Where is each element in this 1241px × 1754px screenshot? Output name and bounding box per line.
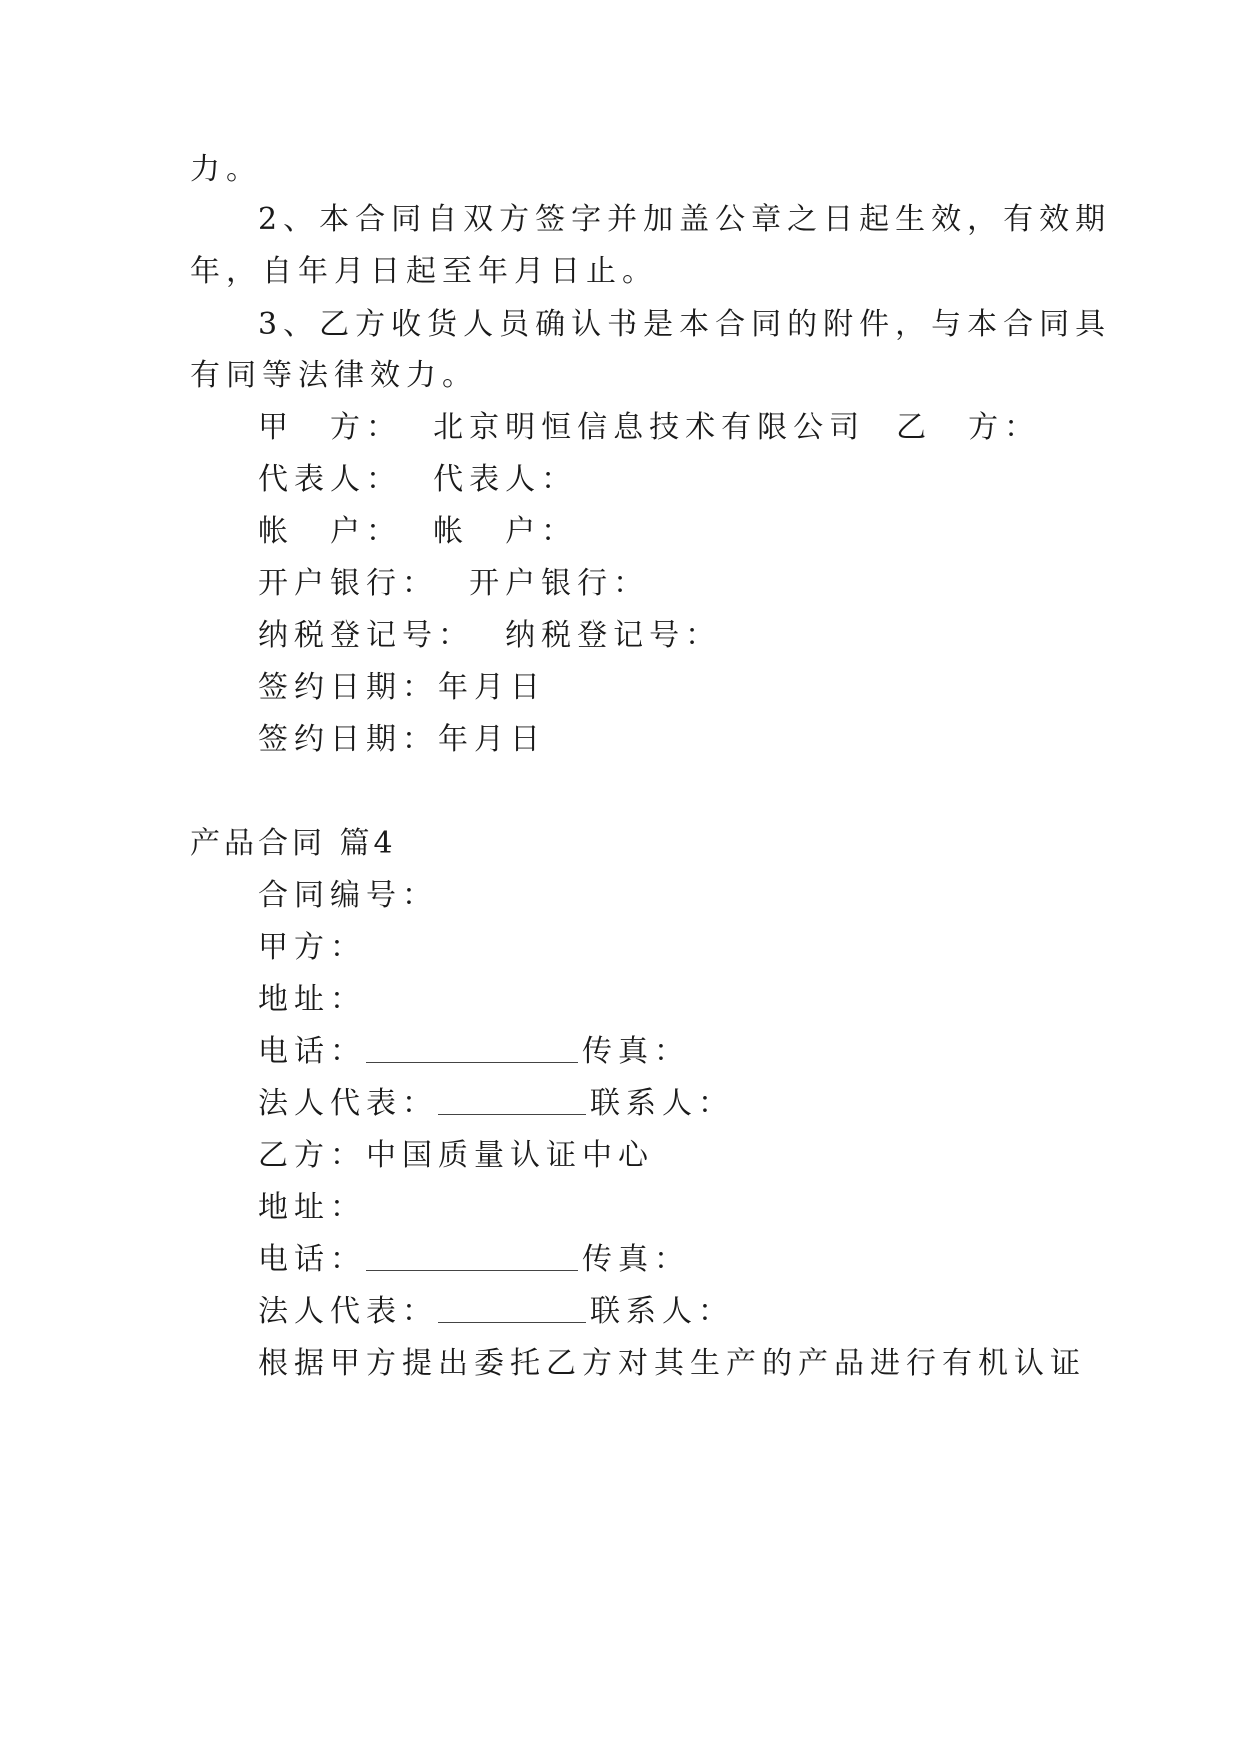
phone-label: 电话：: [258, 1242, 366, 1277]
party-a-rep-row: [258, 1084, 734, 1124]
signature-tax-line: 纳税登记号： 纳税登记号：: [258, 618, 722, 653]
legal-rep-label: 法人代表：: [258, 1294, 438, 1329]
text-line: 3、乙方收货人员确认书是本合同的附件，与本合同具: [258, 307, 1112, 342]
fax-label: 传真：: [582, 1242, 690, 1277]
text-line: 有同等法律效力。: [190, 358, 478, 393]
legal-rep-blank: [438, 1084, 586, 1115]
signature-rep-line: 代表人： 代表人：: [258, 462, 578, 497]
phone-blank: [366, 1032, 578, 1063]
contact-label: 联系人：: [590, 1294, 734, 1329]
text-line: 年，自年月日起至年月日止。: [190, 254, 658, 289]
signature-account-line: 帐 户： 帐 户：: [258, 514, 578, 549]
legal-rep-blank: [438, 1292, 586, 1323]
party-b-rep-row: [258, 1292, 734, 1332]
fax-label: 传真：: [582, 1034, 690, 1069]
contract-number-field: 合同编号：: [258, 878, 438, 913]
party-b-phone-row: [258, 1240, 690, 1280]
party-b-address-label: 地址：: [258, 1190, 366, 1225]
signature-date-line: 签约日期：年月日: [258, 670, 546, 705]
text-line: 力。: [190, 152, 262, 187]
party-a-address-label: 地址：: [258, 982, 366, 1017]
party-b-label: 乙方：中国质量认证中心: [258, 1138, 654, 1173]
party-a-phone-row: [258, 1032, 690, 1072]
contact-label: 联系人：: [590, 1086, 734, 1121]
body-text-line: 根据甲方提出委托乙方对其生产的产品进行有机认证: [258, 1346, 1086, 1381]
signature-party-line: 甲 方： 北京明恒信息技术有限公司 乙 方：: [258, 410, 1041, 445]
signature-date-line: 签约日期：年月日: [258, 722, 546, 757]
signature-bank-line: 开户银行： 开户银行：: [258, 566, 650, 601]
text-line: 2、本合同自双方签字并加盖公章之日起生效，有效期: [258, 202, 1112, 237]
section-title: 产品合同 篇4: [190, 826, 397, 861]
party-a-label: 甲方：: [258, 930, 366, 965]
legal-rep-label: 法人代表：: [258, 1086, 438, 1121]
phone-blank: [366, 1240, 578, 1271]
phone-label: 电话：: [258, 1034, 366, 1069]
